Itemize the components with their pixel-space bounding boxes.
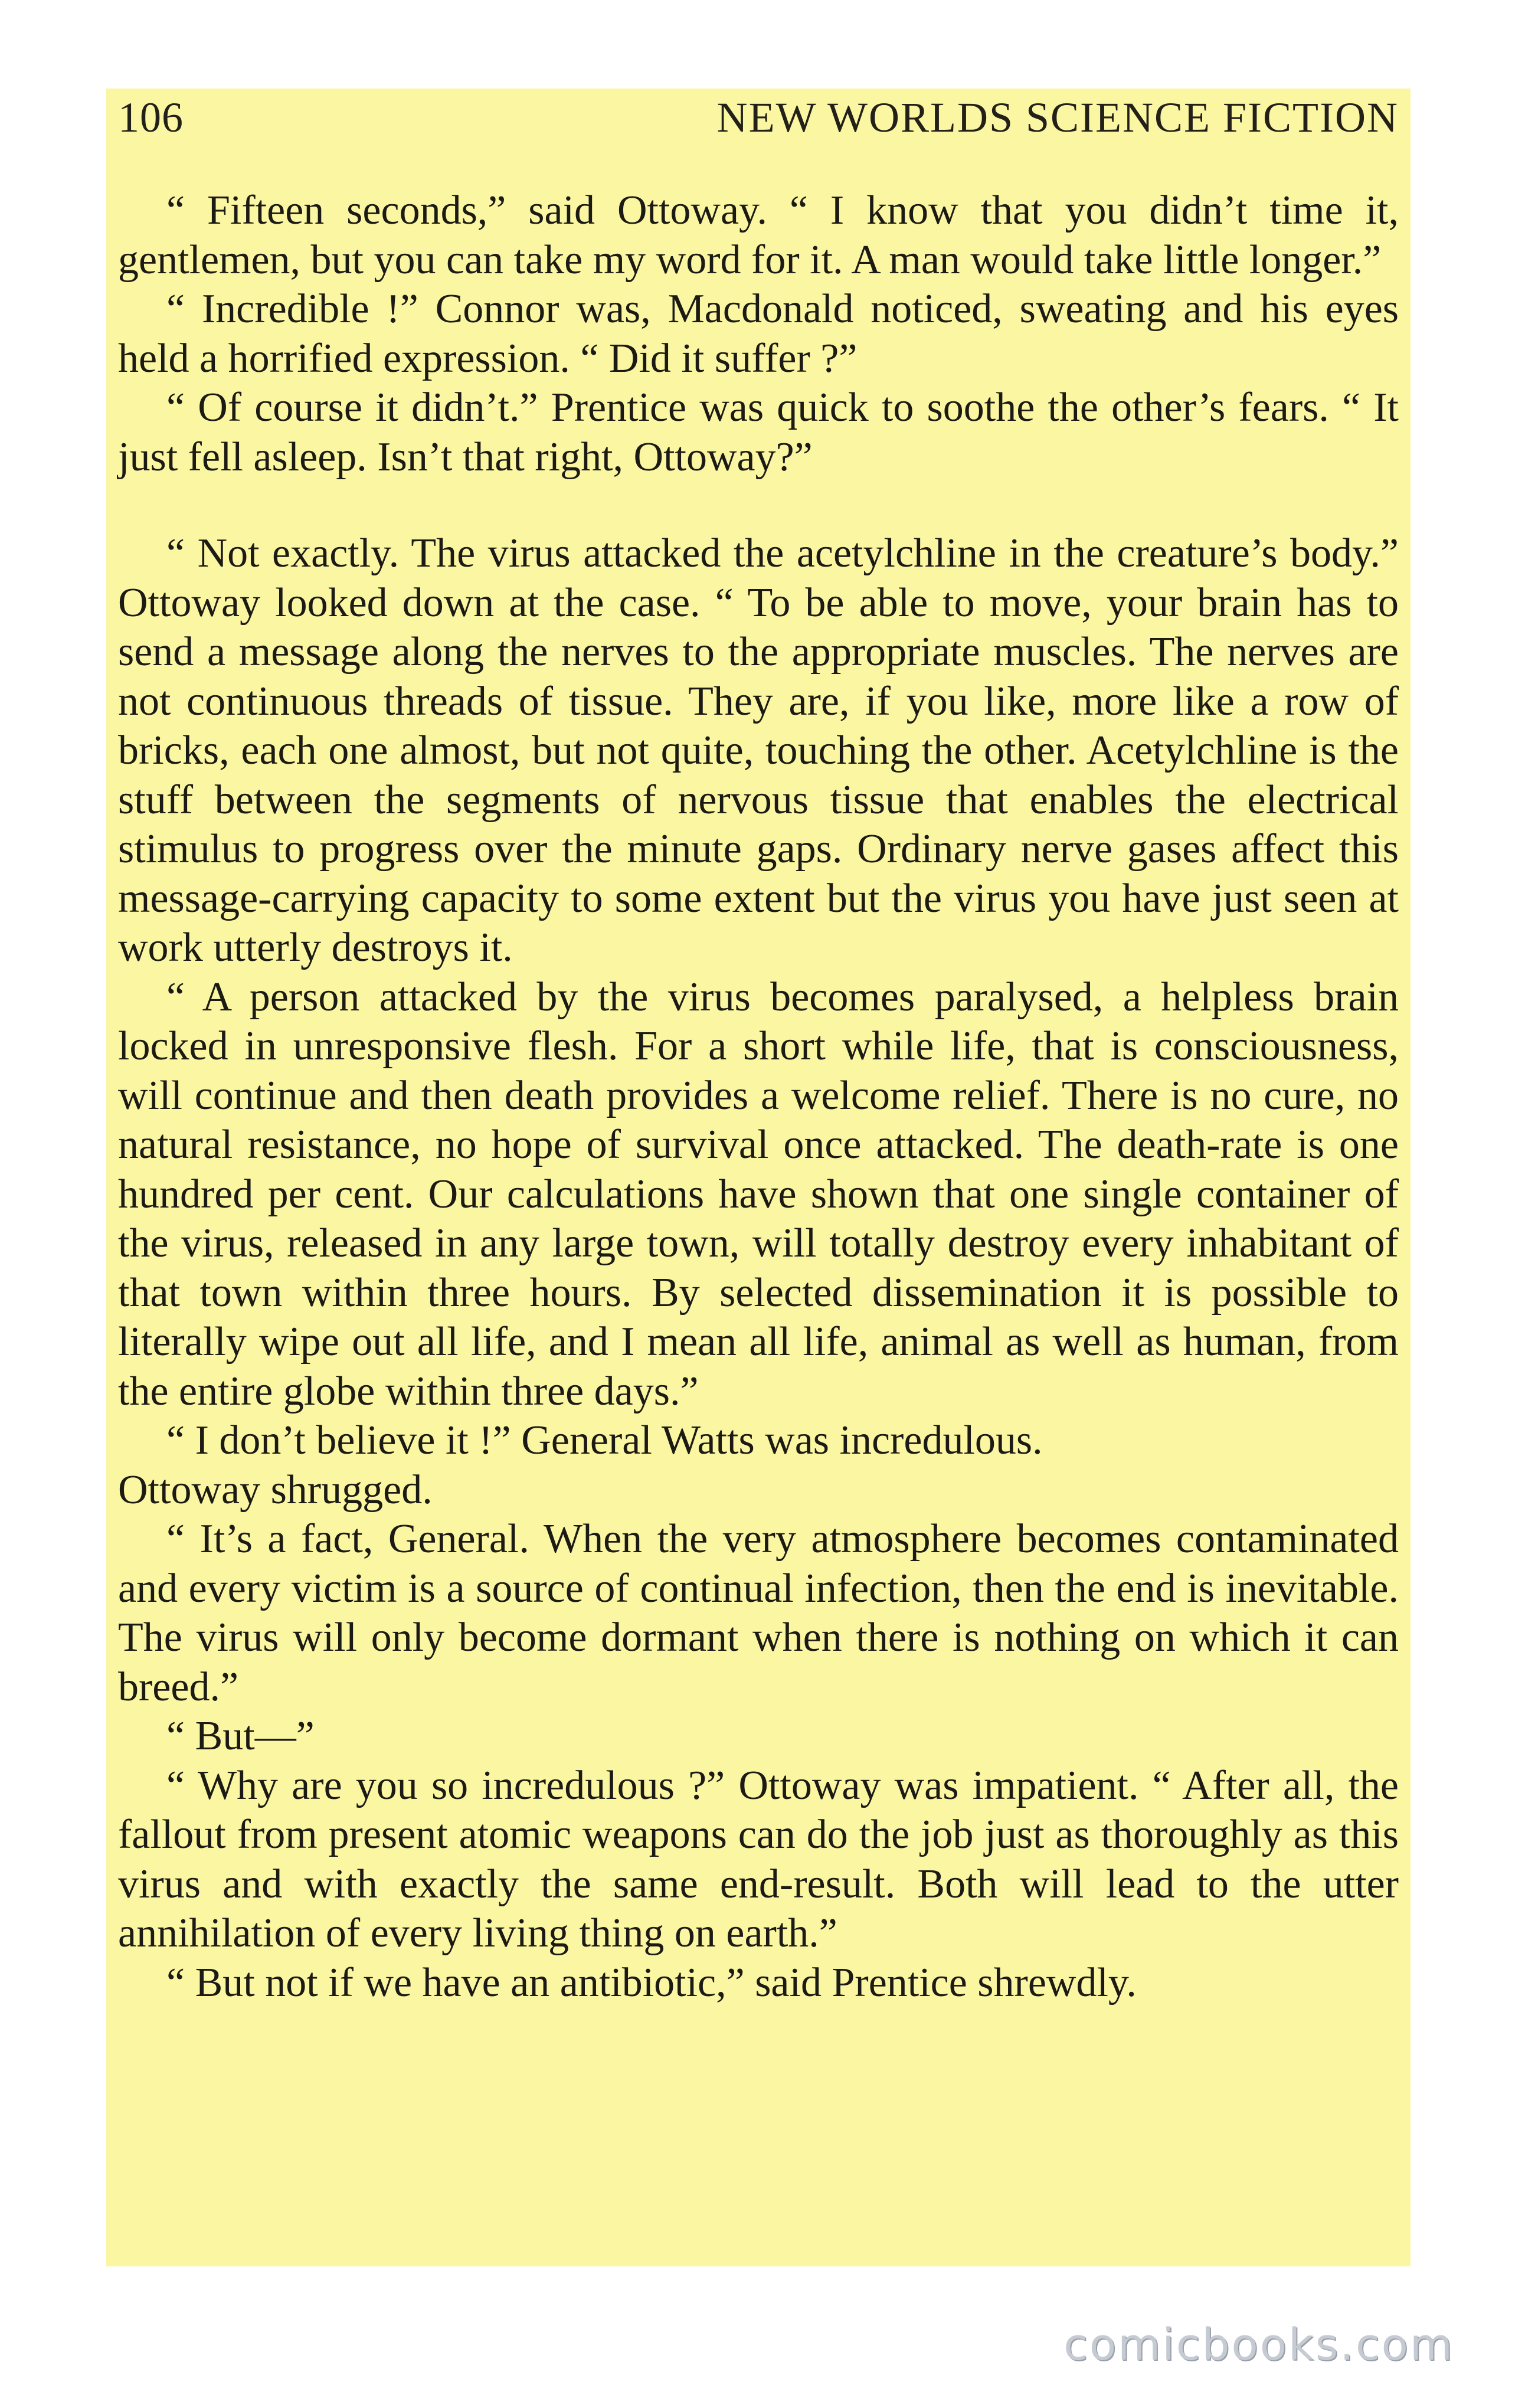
- site-watermark: comicbooks.com: [1063, 2319, 1454, 2370]
- paragraph: “ Not exactly. The virus attacked the acetylchline in the creature’s body.” Ottoway looked down at the case. “ To be able to move, your brain has to send a message along the nerves to the appropriate muscles. The nerves are not continuous threads of tissue. They are, if you like, more like a row of bricks, each one almost, but not quite, touching the other. Acetylchline is the stuff between the segments of nervous tissue that enables the electrical stimulus to progress over the minute gaps. Ordinary nerve gases affect this message-carrying capacity to some extent but the virus you have just seen at work utterly destroys it.: [118, 531, 1399, 970]
- paragraph: “ Why are you so incredulous ?” Ottoway was impatient. “ After all, the fallout from present atomic weapons can do the job just as thoroughly as this virus and with exactly the same end-result. Both will lead to the utter annihilation of every living thing on earth.”: [118, 1762, 1399, 1956]
- paragraph: “ But not if we have an antibiotic,” said Prentice shrewdly.: [166, 1959, 1137, 2005]
- paragraph: “ Fifteen seconds,” said Ottoway. “ I know that you didn’t time it, gentlemen, but you can take my word for it. A man would take little longer.”: [118, 188, 1399, 283]
- paragraph: “ It’s a fact, General. When the very atmosphere becomes contaminated and every victim is a source of continual infection, then the end is inevitable. The virus will only become dormant when there is nothing on which it can breed.”: [118, 1516, 1399, 1710]
- paragraph: “ I don’t believe it !” General Watts was incredulous.: [166, 1418, 1043, 1463]
- paragraph: “ But—”: [166, 1713, 315, 1759]
- running-header: [118, 93, 1399, 152]
- paragraph: “ A person attacked by the virus becomes paralysed, a helpless brain locked in unresponsive flesh. For a short while life, that is consciousness, will continue and then death provides a welcome relief. There is no cure, no natural resistance, no hope of survival once attacked. The death-rate is one hundred per cent. Our calculations have shown that one single container of the virus, released in any large town, will totally destroy every inhabitant of that town within three hours. By selected dissemination it is possible to literally wipe out all life, and I mean all life, animal as well as human, from the entire globe within three days.”: [118, 974, 1399, 1414]
- book-page: [106, 89, 1411, 2266]
- running-title: NEW WORLDS SCIENCE FICTION: [716, 94, 1399, 141]
- page-number: 106: [118, 94, 184, 141]
- paragraph: “ Incredible !” Connor was, Macdonald noticed, sweating and his eyes held a horrified expression. “ Did it suffer ?”: [118, 286, 1399, 381]
- paragraph: Ottoway shrugged.: [118, 1467, 433, 1513]
- paragraph: “ Of course it didn’t.” Prentice was quick to soothe the other’s fears. “ It just fell asleep. Isn’t that right, Ottoway?”: [118, 385, 1399, 480]
- story-text: [118, 186, 1399, 2007]
